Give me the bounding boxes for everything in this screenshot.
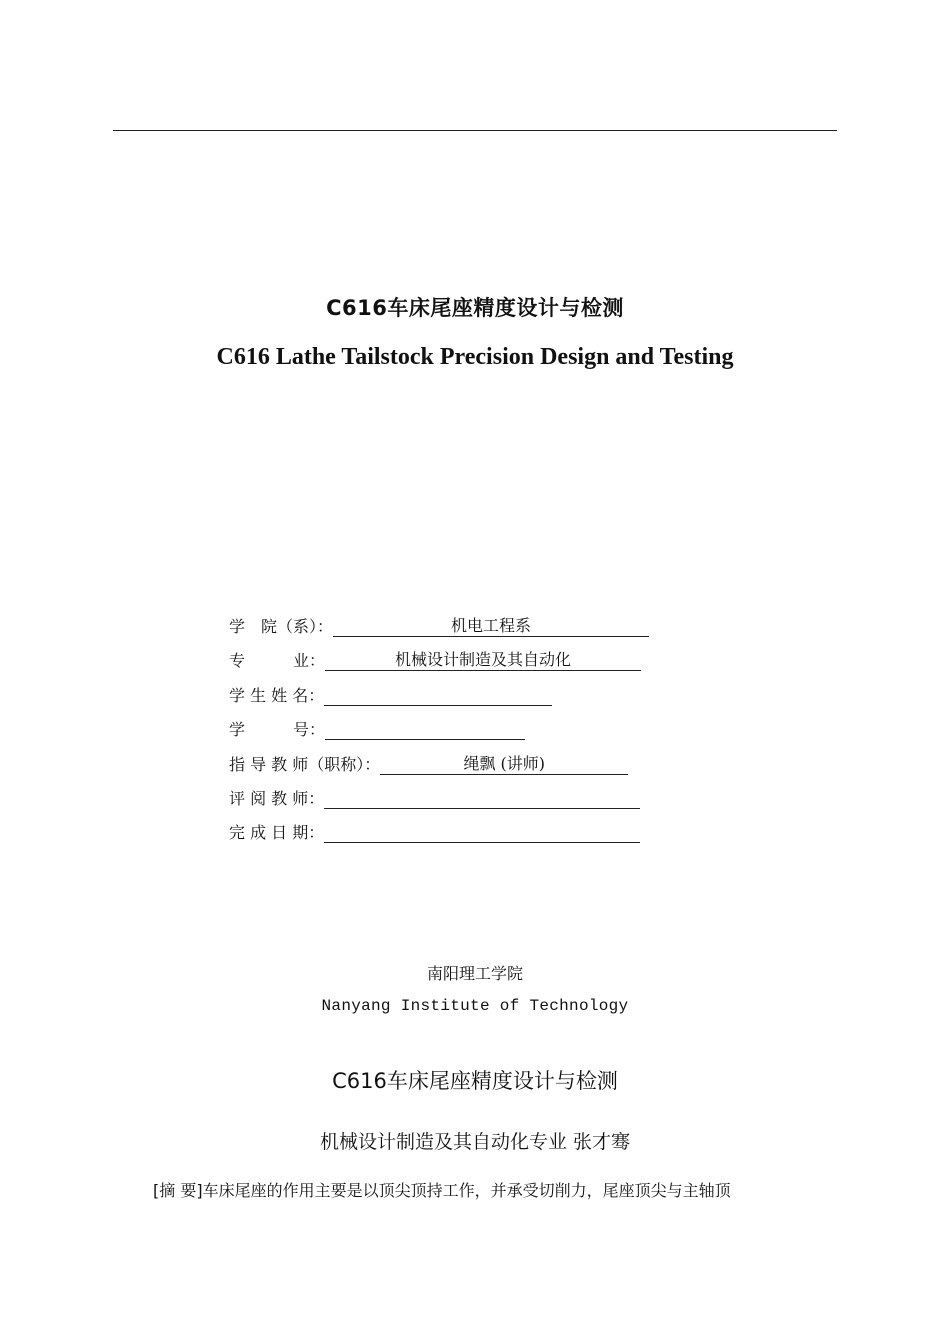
info-row-advisor <box>229 752 649 786</box>
abstract-label: [摘 要] <box>153 1181 203 1200</box>
info-row-major <box>229 648 649 682</box>
student-id-field <box>325 719 525 740</box>
info-row-college <box>229 614 649 648</box>
advisor-field: 绳飘 (讲师) <box>380 754 628 775</box>
info-row-student <box>229 683 649 717</box>
school-name-cn: 南阳理工学院 <box>426 964 523 983</box>
major-field: 机械设计制造及其自动化 <box>325 650 641 671</box>
abstract-text: 车床尾座的作用主要是以顶尖顶持工作，并承受切削力，尾座顶尖与主轴顶 <box>202 1181 731 1200</box>
info-row-reviewer <box>229 786 649 820</box>
student-name-field <box>324 685 552 706</box>
completion-date-label: 完 成 日 期： <box>229 823 325 843</box>
college-label: 学 院（系）： <box>229 617 334 636</box>
student-id-label: 学 号： <box>229 720 326 740</box>
student-name-label: 学 生 姓 名： <box>229 685 325 705</box>
author-line: 机械设计制造及其自动化专业 张才骞 <box>319 1131 631 1153</box>
cover-info-block <box>229 614 649 855</box>
abstract-paragraph <box>153 1178 853 1201</box>
header-rule <box>113 130 837 131</box>
thesis-title-en: C616 Lathe Tailstock Precision Design and Testing <box>216 344 734 370</box>
thesis-title-cn: C616车床尾座精度设计与检测 <box>326 296 624 320</box>
info-row-id <box>229 717 649 751</box>
body-title-cn: C616车床尾座精度设计与检测 <box>332 1069 618 1093</box>
college-field: 机电工程系 <box>333 616 649 637</box>
completion-date-field <box>324 822 640 843</box>
school-name-en: Nanyang Institute of Technology <box>321 997 629 1015</box>
info-row-date <box>229 820 649 854</box>
major-label: 专 业： <box>229 651 326 671</box>
reviewer-label: 评 阅 教 师： <box>229 788 325 808</box>
reviewer-field <box>324 788 640 809</box>
advisor-label: 指 导 教 师（职称）： <box>229 754 381 774</box>
